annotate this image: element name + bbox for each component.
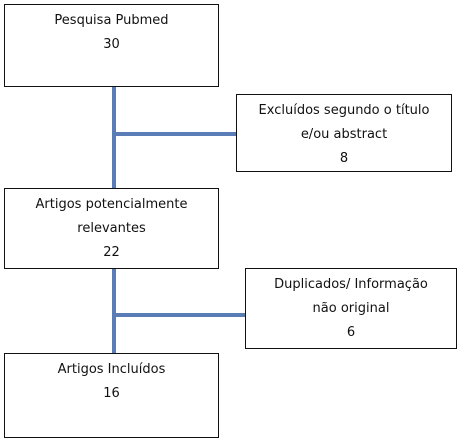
search-count: 30 [103, 37, 120, 52]
included-count: 16 [103, 386, 120, 401]
excluded-title-line1: Excluídos segundo o título [258, 103, 430, 118]
connector-relevant-to-included [112, 268, 116, 354]
excluded-title-line2: e/ou abstract [300, 127, 388, 142]
connector-search-to-relevant [112, 86, 116, 188]
duplicates-count: 6 [346, 325, 356, 340]
relevant-line2: relevantes [77, 221, 146, 236]
relevant-count: 22 [103, 245, 120, 260]
search-title: Pesquisa Pubmed [54, 13, 169, 28]
search-box [4, 4, 219, 87]
connector-to-duplicates [116, 313, 246, 317]
duplicates-line1: Duplicados/ Informação [274, 277, 428, 292]
excluded-title-box [236, 94, 452, 172]
potentially-relevant-box [4, 188, 219, 269]
included-box [4, 353, 219, 438]
connector-to-excluded-title [116, 132, 237, 136]
included-title: Artigos Incluídos [57, 362, 166, 377]
duplicates-line2: não original [312, 301, 390, 316]
excluded-title-count: 8 [339, 151, 349, 166]
duplicates-box [245, 268, 457, 349]
relevant-line1: Artigos potencialmente [35, 197, 188, 212]
